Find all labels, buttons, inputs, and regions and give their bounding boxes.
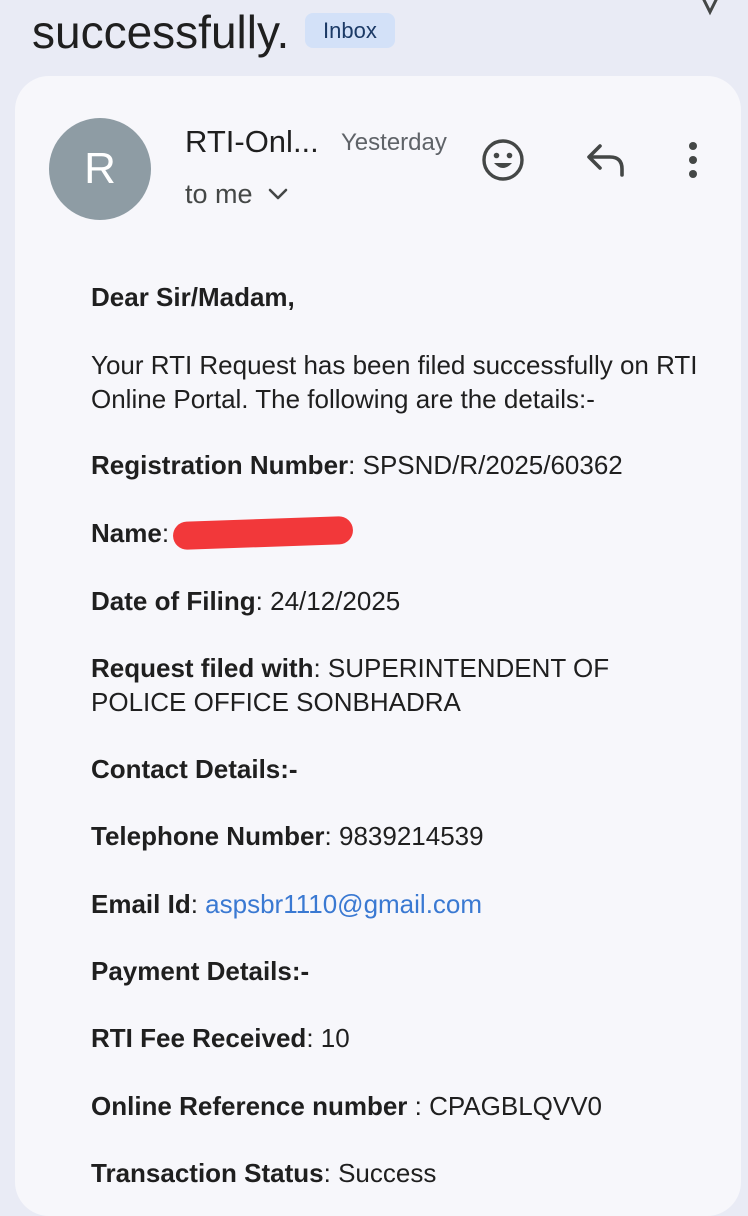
inbox-label-chip[interactable]: Inbox — [305, 13, 395, 48]
chevron-down-icon — [267, 187, 289, 201]
registration-label: Registration Number — [91, 450, 349, 480]
greeting-text: Dear Sir/Madam, — [91, 282, 295, 312]
filing-date-value: : 24/12/2025 — [255, 586, 401, 616]
filed-with-row — [91, 651, 651, 719]
fee-label: RTI Fee Received — [91, 1023, 307, 1053]
subject-title: successfully. — [32, 6, 290, 58]
telephone-value[interactable]: : 9839214539 — [324, 821, 484, 851]
message-time: Yesterday — [341, 129, 447, 156]
registration-value: : SPSND/R/2025/60362 — [348, 450, 623, 480]
recipient-details-toggle[interactable] — [185, 176, 289, 212]
name-row — [91, 516, 731, 550]
email-row — [91, 887, 731, 921]
reference-row — [91, 1089, 731, 1123]
emoji-reaction-icon[interactable] — [481, 138, 525, 182]
telephone-label: Telephone Number — [91, 821, 325, 851]
fee-row — [91, 1021, 731, 1055]
contact-heading-text: Contact Details:- — [91, 754, 298, 784]
star-icon[interactable] — [690, 0, 730, 20]
greeting — [91, 280, 731, 314]
recipient-label: to me — [185, 179, 253, 209]
name-label: Name — [91, 518, 162, 548]
name-separator: : — [161, 518, 170, 548]
status-value: : Success — [323, 1158, 437, 1188]
reference-value: : CPAGBLQVV0 — [407, 1091, 603, 1121]
reference-label: Online Reference number — [91, 1091, 408, 1121]
name-redaction — [173, 516, 354, 550]
status-row — [91, 1156, 731, 1190]
message-card — [15, 76, 741, 1216]
filing-date-label: Date of Filing — [91, 586, 256, 616]
reply-icon[interactable] — [584, 140, 628, 180]
filed-with-label: Request filed with — [91, 653, 314, 683]
status-label: Transaction Status — [91, 1158, 324, 1188]
intro-text: Your RTI Request has been filed successfully on RTI Online Portal. The following are the details:- — [91, 350, 698, 414]
contact-heading — [91, 752, 731, 786]
registration-row — [91, 448, 731, 482]
payment-heading-text: Payment Details:- — [91, 956, 310, 986]
filed-with-value: : SUPERINTENDENT OF POLICE OFFICE SONBHADRA — [91, 653, 610, 717]
more-vert-icon[interactable] — [681, 140, 705, 180]
email-separator: : — [190, 889, 206, 919]
filing-date-row — [91, 584, 731, 618]
email-label: Email Id — [91, 889, 191, 919]
sender-name[interactable]: RTI-Onl... — [185, 124, 319, 159]
avatar[interactable]: R — [49, 118, 151, 220]
payment-heading — [91, 954, 731, 988]
telephone-row — [91, 819, 731, 853]
email-link[interactable]: aspsbr1110@gmail.com — [205, 889, 483, 919]
fee-value: : 10 — [306, 1023, 350, 1053]
subject-header — [32, 0, 748, 70]
